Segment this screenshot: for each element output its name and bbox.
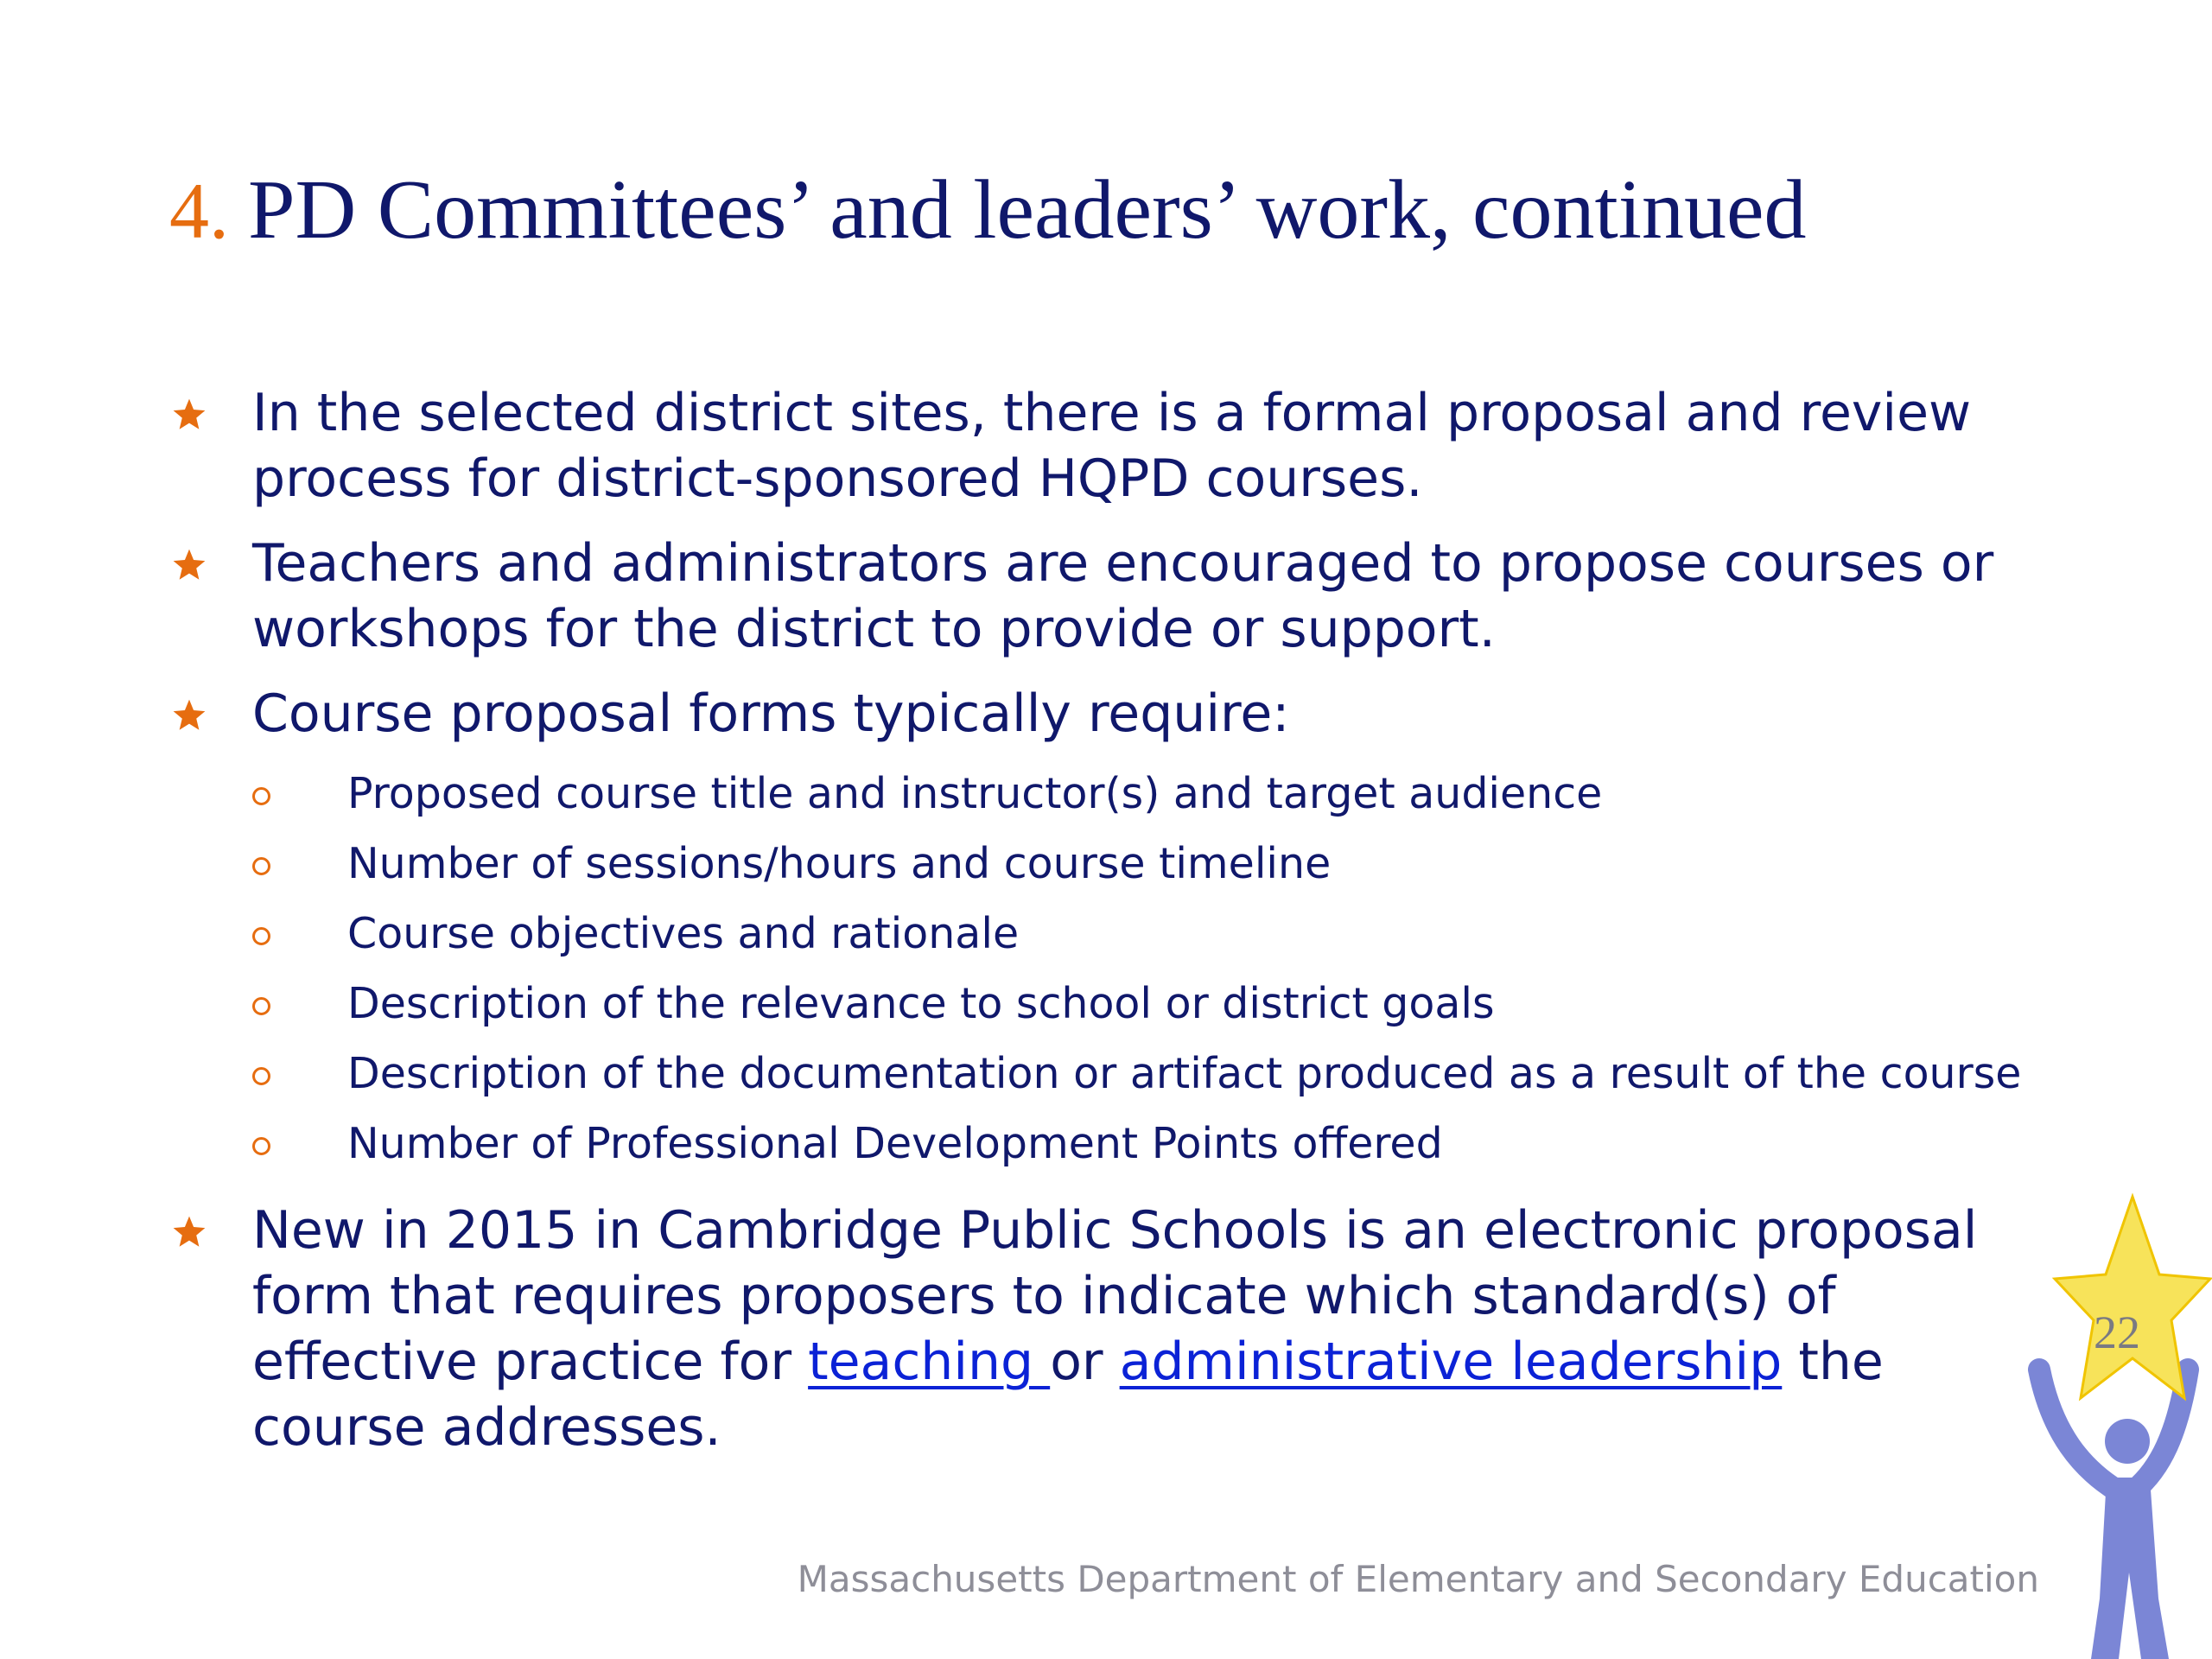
bullet-text-after: the course addresses. xyxy=(252,1332,1884,1458)
sub-bullet-text: Course objectives and rationale xyxy=(347,909,1020,958)
footer-organization: Massachusetts Department of Elementary and Secondary Education xyxy=(797,1558,2039,1600)
sub-bullet-item xyxy=(252,829,2053,899)
bullet-text: In the selected district sites, there is a formal proposal and review process for district-sponsored HQPD courses. xyxy=(252,383,1972,509)
sub-bullet-item xyxy=(252,759,2053,829)
sub-bullet-list xyxy=(252,759,2053,1179)
star-icon xyxy=(171,1214,207,1250)
star-icon xyxy=(171,397,207,433)
sub-bullet-item xyxy=(252,1109,2053,1179)
sub-bullet-text: Proposed course title and instructor(s) and target audience xyxy=(347,769,1603,818)
circle-icon xyxy=(252,787,270,805)
sub-bullet-item xyxy=(252,1039,2053,1109)
bullet-item xyxy=(169,681,2053,1179)
bullet-list xyxy=(169,380,2053,1479)
bullet-item xyxy=(169,1198,2053,1460)
administrative-leadership-link[interactable]: administrative leadership xyxy=(1119,1332,1783,1392)
star-icon xyxy=(171,697,207,734)
title-number: 4. xyxy=(169,167,229,255)
circle-icon xyxy=(252,857,270,875)
sub-bullet-item xyxy=(252,969,2053,1039)
bullet-item xyxy=(169,380,2053,512)
bullet-text: New in 2015 in Cambridge Public Schools is an electronic proposal form that requires proposers to indicate which standard(s) of effective practice for xyxy=(252,1200,1978,1392)
bullet-item xyxy=(169,531,2053,662)
circle-icon xyxy=(252,927,270,945)
circle-icon xyxy=(252,1137,270,1155)
bullet-text: Teachers and administrators are encouraged to propose courses or workshops for the district to provide or support. xyxy=(252,533,1994,659)
circle-icon xyxy=(252,997,270,1015)
teaching-link[interactable]: teaching xyxy=(808,1332,1051,1392)
bullet-text-middle: or xyxy=(1050,1332,1120,1392)
slide-title xyxy=(169,154,1806,267)
sub-bullet-text: Number of sessions/hours and course timeline xyxy=(347,839,1332,888)
title-text: PD Committees’ and leaders’ work, continued xyxy=(248,163,1807,257)
sub-bullet-text: Number of Professional Development Points offered xyxy=(347,1119,1443,1168)
bullet-text: Course proposal forms typically require: xyxy=(252,683,1290,744)
sub-bullet-text: Description of the documentation or artifact produced as a result of the course xyxy=(347,1049,2022,1098)
sub-bullet-item xyxy=(252,899,2053,969)
sub-bullet-text: Description of the relevance to school or district goals xyxy=(347,979,1495,1028)
circle-icon xyxy=(252,1067,270,1085)
page-number: 22 xyxy=(2094,1306,2140,1358)
star-icon xyxy=(171,547,207,583)
